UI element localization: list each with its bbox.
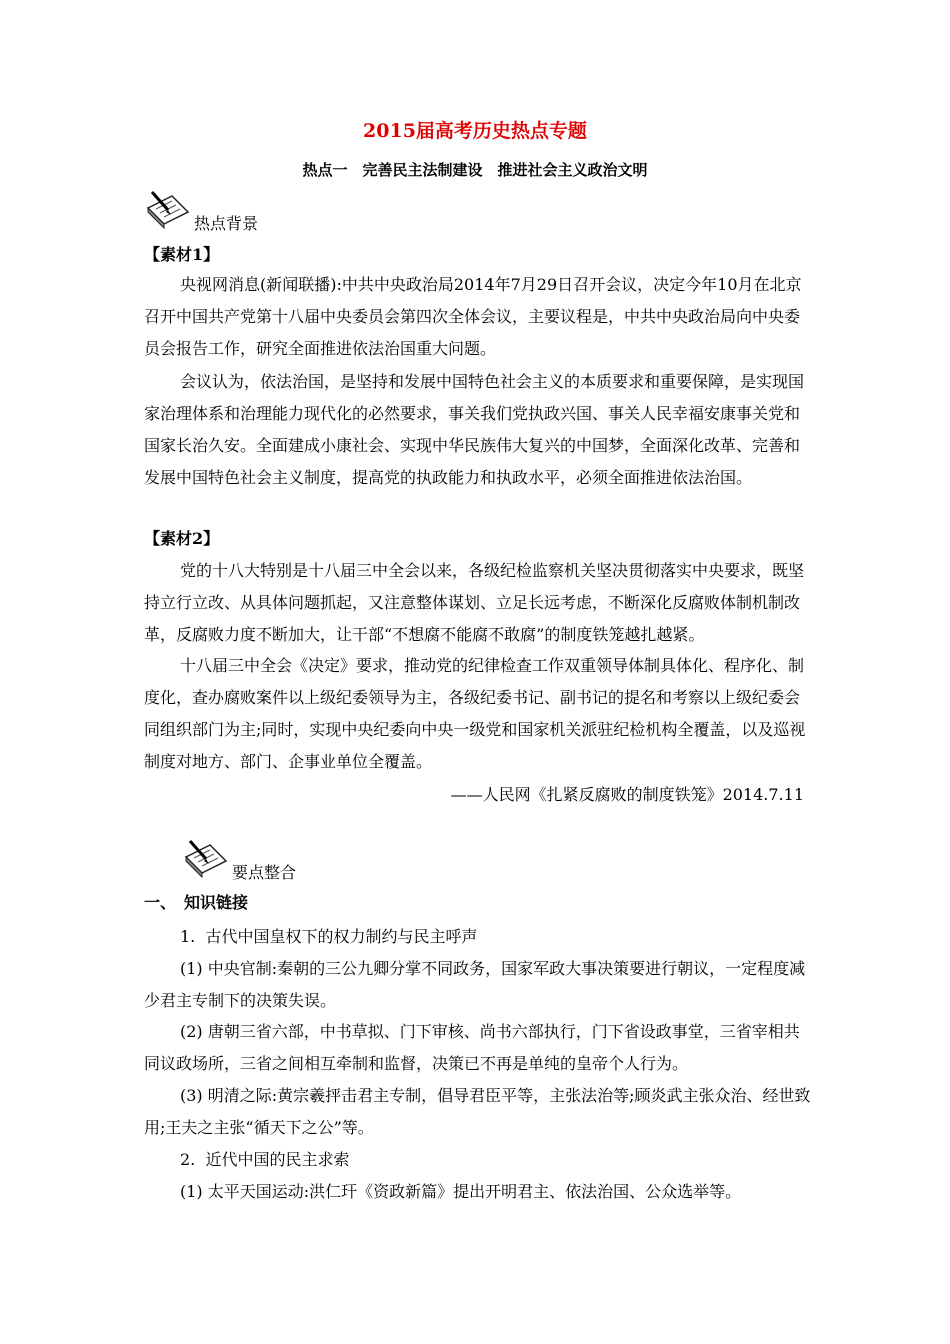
material-1-paragraph-1: 央视网消息(新闻联播):中共中央政治局2014年7月29日召开会议，决定今年10月在北京召开中国共产党第十八届中央委员会第四次全体会议，主要议程是，中共中央政治局向中央委员会报告工作，研究全面推进依法治国重大问题。 [144, 275, 802, 358]
material-2-paragraph-2: 十八届三中全会《决定》要求，推动党的纪律检查工作双重领导体制具体化、程序化、制度化，查办腐败案件以上级纪委领导为主，各级纪委书记、副书记的提名和考察以上级纪委会同组织部门为主;同时，实现中央纪委向中央一级党和国家机关派驻纪检机构全覆盖，以及巡视制度对地方、部门、企事业单位全覆盖。 [144, 656, 806, 771]
source-citation: ——人民网《扎紧反腐败的制度铁笼》2014.7.11 [450, 785, 804, 804]
section-heading-key-points: 要点整合 [232, 863, 297, 882]
item-1-2: (2) 唐朝三省六部，中书草拟、门下审核、尚书六部执行，门下省设政事堂，三省宰相共同议政场所，三省之间相互牵制和监督，决策已不再是单纯的皇帝个人行为。 [144, 1022, 800, 1073]
section-heading-background: 热点背景 [194, 214, 259, 233]
item-1-1: (1) 中央官制:秦朝的三公九卿分掌不同政务，国家军政大事决策要进行朝议，一定程度减少君主专制下的决策失误。 [144, 959, 806, 1010]
material-2-paragraph-1: 党的十八大特别是十八届三中全会以来，各级纪检监察机关坚决贯彻落实中央要求，既坚持立行立改、从具体问题抓起，又注意整体谋划、立足长远考虑，不断深化反腐败体制机制改革，反腐败力度不断加大，让干部“不想腐不能腐不敢腐”的制度铁笼越扎越紧。 [144, 561, 805, 644]
item-1: 1. 古代中国皇权下的权力制约与民主呼声 [180, 927, 478, 946]
document-subtitle: 热点一 完善民主法制建设 推进社会主义政治文明 [302, 161, 648, 179]
item-2-1: (1) 太平天国运动:洪仁玕《资政新篇》提出开明君主、依法治国、公众选举等。 [180, 1182, 742, 1201]
writing-pen-icon [180, 837, 232, 885]
document-title: 2015届高考历史热点专题 [363, 120, 587, 142]
item-2: 2. 近代中国的民主求索 [180, 1150, 350, 1169]
part-1-heading: 一、 知识链接 [144, 893, 249, 912]
writing-pen-icon [142, 188, 194, 236]
item-1-3: (3) 明清之际:黄宗羲抨击君主专制，倡导君臣平等，主张法治等;顾炎武主张众治、经世致用;王夫之主张“循天下之公”等。 [144, 1086, 811, 1137]
material-1-paragraph-2: 会议认为，依法治国，是坚持和发展中国特色社会主义的本质要求和重要保障，是实现国家治理体系和治理能力现代化的必然要求，事关我们党执政兴国、事关人民幸福安康事关党和国家长治久安。全面建成小康社会、实现中华民族伟大复兴的中国梦，全面深化改革、完善和发展中国特色社会主义制度，提高党的执政能力和执政水平，必须全面推进依法治国。 [144, 372, 805, 487]
material-1-label: 【素材1】 [144, 245, 220, 264]
material-2-label: 【素材2】 [144, 529, 220, 548]
